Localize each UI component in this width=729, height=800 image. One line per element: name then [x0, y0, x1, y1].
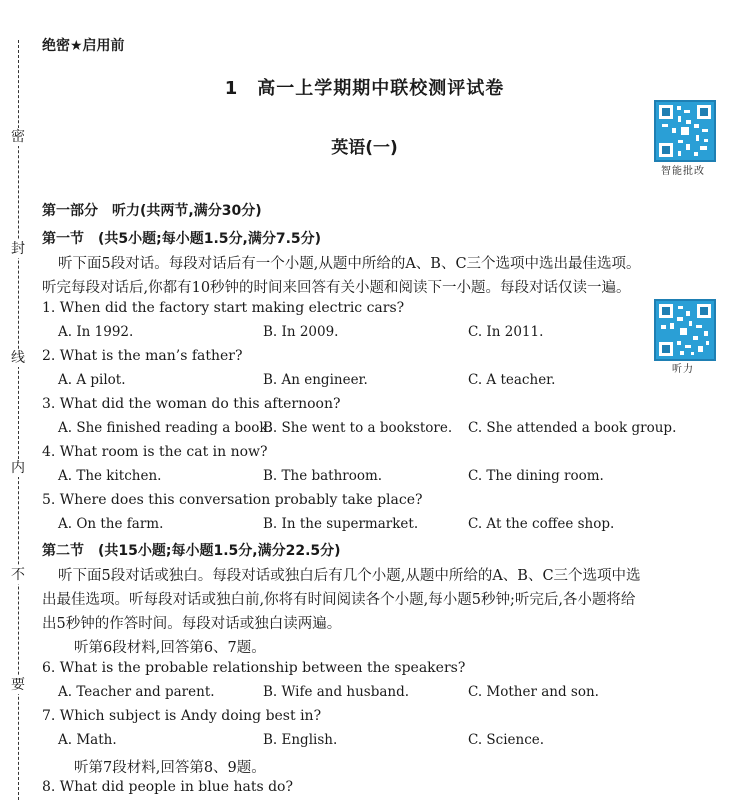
margin-char-yao: 要 [11, 677, 25, 693]
question-4: 4. What room is the cat in now? [42, 444, 268, 460]
q4-option-c: C. The dining room. [468, 468, 604, 484]
section1-instruction-line1: 听下面5段对话。每段对话后有一个小题,从题中所给的A、B、C三个选项中选出最佳选项。 [58, 256, 641, 272]
margin-char-feng: 封 [11, 241, 25, 257]
q3-option-b: B. She went to a bookstore. [263, 420, 453, 436]
q4-option-a: A. The kitchen. [58, 468, 162, 484]
q3-option-a: A. She finished reading a book. [58, 420, 272, 436]
material-6-note: 听第6段材料,回答第6、7题。 [74, 640, 266, 656]
question-6: 6. What is the probable relationship between the speakers? [42, 660, 466, 676]
margin-char-mi: 密 [11, 129, 25, 145]
q4-option-b: B. The bathroom. [263, 468, 383, 484]
margin-char-bu: 不 [11, 567, 25, 583]
q2-option-a: A. A pilot. [58, 372, 126, 388]
paper-title: 1 高一上学期期中联校测评试卷 [224, 78, 505, 99]
q1-option-a: A. In 1992. [58, 324, 134, 340]
question-8: 8. What did people in blue hats do? [42, 779, 293, 795]
listening-qr-label: 听力 [672, 364, 694, 375]
q2-option-c: C. A teacher. [468, 372, 556, 388]
listening-qr-code-icon[interactable] [654, 299, 716, 361]
section2-instruction-line1: 听下面5段对话或独白。每段对话或独白后有几个小题,从题中所给的A、B、C三个选项中选 [58, 568, 641, 584]
q6-option-b: B. Wife and husband. [263, 684, 410, 700]
q3-option-c: C. She attended a book group. [468, 420, 677, 436]
q7-option-b: B. English. [263, 732, 338, 748]
section2-instruction-line2: 出最佳选项。听每段对话或独白前,你将有时间阅读各个小题,每小题5秒钟;听完后,各小题将给 [42, 592, 636, 608]
question-1: 1. When did the factory start making electric cars? [42, 300, 405, 316]
q2-option-b: B. An engineer. [263, 372, 368, 388]
q5-option-a: A. On the farm. [58, 516, 164, 532]
grading-qr-code-icon[interactable] [654, 100, 716, 162]
q7-option-c: C. Science. [468, 732, 545, 748]
material-7-note: 听第7段材料,回答第8、9题。 [74, 760, 266, 776]
q6-option-c: C. Mother and son. [468, 684, 599, 700]
question-7: 7. Which subject is Andy doing best in? [42, 708, 322, 724]
question-5: 5. Where does this conversation probably take place? [42, 492, 423, 508]
section1-heading: 第一节 (共5小题;每小题1.5分,满分7.5分) [42, 231, 322, 247]
part1-heading: 第一部分 听力(共两节,满分30分) [42, 203, 262, 219]
subject-title: 英语(一) [331, 138, 398, 158]
grading-qr-label: 智能批改 [661, 166, 705, 177]
secret-label: 绝密★启用前 [42, 38, 125, 54]
section1-instruction-line2: 听完每段对话后,你都有10秒钟的时间来回答有关小题和阅读下一小题。每段对话仅读一遍。 [42, 280, 631, 296]
q5-option-c: C. At the coffee shop. [468, 516, 615, 532]
q1-option-c: C. In 2011. [468, 324, 544, 340]
section2-instruction-line3: 出5秒钟的作答时间。每段对话或独白读两遍。 [42, 616, 342, 632]
question-3: 3. What did the woman do this afternoon? [42, 396, 341, 412]
q7-option-a: A. Math. [58, 732, 117, 748]
margin-char-xian: 线 [11, 350, 25, 366]
q5-option-b: B. In the supermarket. [263, 516, 419, 532]
section2-heading: 第二节 (共15小题;每小题1.5分,满分22.5分) [42, 543, 341, 559]
q6-option-a: A. Teacher and parent. [58, 684, 215, 700]
margin-char-nei: 内 [11, 460, 25, 476]
question-2: 2. What is the man’s father? [42, 348, 243, 364]
q1-option-b: B. In 2009. [263, 324, 339, 340]
